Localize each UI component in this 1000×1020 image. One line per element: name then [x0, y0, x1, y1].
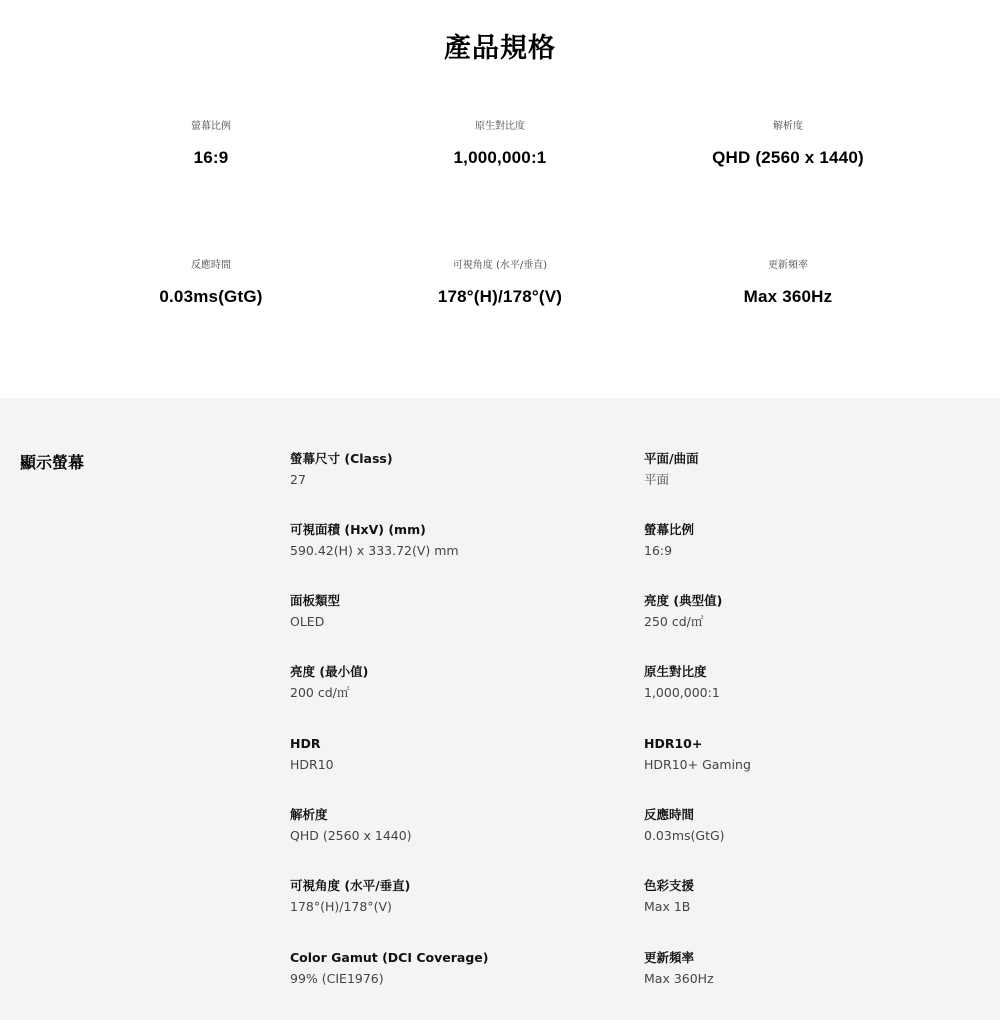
- spec-item-panel-type: [290, 592, 630, 631]
- spec-value: 250 cd/㎡: [644, 614, 704, 629]
- spec-item-color-support: [644, 877, 984, 916]
- spec-label: HDR10+: [644, 736, 703, 751]
- highlight-label: 更新頻率: [768, 260, 808, 271]
- spec-item-refresh-rate: [644, 949, 984, 988]
- spec-value: QHD (2560 x 1440): [290, 828, 412, 843]
- spec-label: 螢幕尺寸 (Class): [290, 451, 393, 466]
- spec-value: OLED: [290, 614, 325, 629]
- spec-value: 1,000,000:1: [644, 685, 720, 700]
- spec-item-color-gamut: [290, 949, 630, 988]
- spec-value: Max 1B: [644, 899, 691, 914]
- highlight-value: QHD (2560 x 1440): [712, 148, 864, 167]
- spec-label: 更新頻率: [644, 950, 695, 965]
- spec-label: 色彩支援: [644, 878, 695, 893]
- highlight-refresh-rate: [618, 259, 958, 307]
- spec-section-display: [0, 398, 1000, 1020]
- spec-label: 反應時間: [644, 807, 695, 822]
- key-specs-panel: [0, 0, 1000, 398]
- spec-value: 27: [290, 472, 306, 487]
- spec-value: 平面: [644, 472, 670, 487]
- spec-label: 平面/曲面: [644, 451, 699, 466]
- highlight-label: 解析度: [773, 121, 803, 132]
- spec-value: HDR10: [290, 757, 334, 772]
- spec-item-flat-curved: [644, 450, 984, 489]
- highlight-value: 0.03ms(GtG): [159, 287, 263, 306]
- spec-label: 原生對比度: [644, 664, 707, 679]
- spec-item-screen-size: [290, 450, 630, 489]
- spec-value: 200 cd/㎡: [290, 685, 350, 700]
- highlight-label: 反應時間: [191, 260, 231, 271]
- spec-label: 可視角度 (水平/垂直): [290, 878, 411, 893]
- spec-item-brightness-min: [290, 663, 630, 702]
- spec-label: 面板類型: [290, 593, 341, 608]
- spec-label: 亮度 (最小值): [290, 664, 369, 679]
- highlight-label: 螢幕比例: [191, 121, 231, 132]
- spec-item-hdr10-plus: [644, 735, 984, 774]
- section-title: 顯示螢幕: [20, 453, 85, 472]
- spec-value: HDR10+ Gaming: [644, 757, 751, 772]
- spec-label: 亮度 (典型值): [644, 593, 723, 608]
- spec-value: 590.42(H) x 333.72(V) mm: [290, 543, 459, 558]
- highlight-value: Max 360Hz: [743, 287, 833, 306]
- highlight-value: 178°(H)/178°(V): [437, 287, 563, 306]
- spec-item-response-time: [644, 806, 984, 845]
- highlight-value: 1,000,000:1: [453, 148, 547, 167]
- highlight-label: 可視角度 (水平/垂直): [452, 260, 548, 271]
- highlight-label: 原生對比度: [475, 121, 525, 132]
- spec-item-contrast-ratio: [644, 663, 984, 702]
- highlight-resolution: [618, 120, 958, 168]
- spec-label: HDR: [290, 736, 321, 751]
- spec-value: 178°(H)/178°(V): [290, 899, 392, 914]
- spec-label: 解析度: [290, 807, 328, 822]
- spec-value: 0.03ms(GtG): [644, 828, 725, 843]
- spec-item-resolution: [290, 806, 630, 845]
- spec-item-hdr: [290, 735, 630, 774]
- spec-label: 可視面積 (HxV) (mm): [290, 522, 426, 537]
- spec-item-active-area: [290, 521, 630, 560]
- spec-item-viewing-angle: [290, 877, 630, 916]
- highlight-value: 16:9: [193, 148, 229, 167]
- spec-value: 99% (CIE1976): [290, 971, 384, 986]
- page-title: 產品規格: [444, 33, 556, 64]
- spec-label: 螢幕比例: [644, 522, 695, 537]
- spec-value: 16:9: [644, 543, 673, 558]
- spec-value: Max 360Hz: [644, 971, 714, 986]
- spec-item-brightness-typical: [644, 592, 984, 631]
- spec-label: Color Gamut (DCI Coverage): [290, 950, 489, 965]
- spec-item-aspect-ratio: [644, 521, 984, 560]
